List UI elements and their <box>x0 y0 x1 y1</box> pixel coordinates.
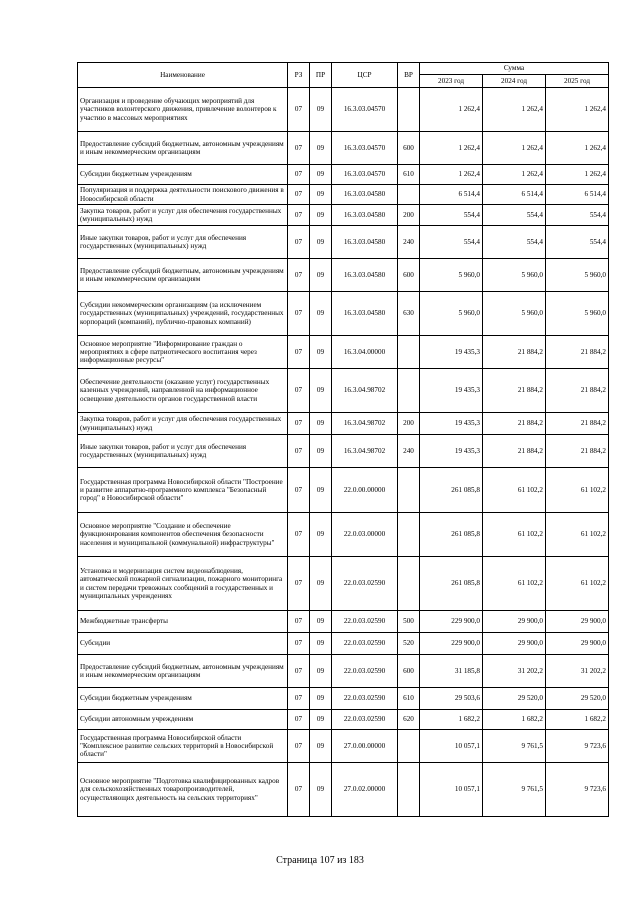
row-vr <box>398 88 420 132</box>
col-name-header: Наименование <box>78 63 288 88</box>
row-name: Основное мероприятие "Создание и обеспечение функционирования компонентов обеспечения безопасности населения и муниципальной (коммунальной) инфраструктуры" <box>78 513 288 557</box>
row-name: Государственная программа Новосибирской области "Комплексное развитие сельских территорий в Новосибирской области" <box>78 730 288 763</box>
table-row <box>78 468 609 513</box>
row-csr: 16.3.03.04570 <box>332 132 398 165</box>
row-pr: 09 <box>310 710 332 730</box>
row-csr: 22.0.03.02590 <box>332 633 398 655</box>
row-rz: 07 <box>288 513 310 557</box>
row-csr: 16.3.04.98702 <box>332 413 398 435</box>
table-row <box>78 730 609 763</box>
row-name: Установка и модернизация систем видеонаблюдения, автоматической пожарной сигнализации, пожарного мониторинга и систем передачи тревожных сообщений в государственных и муниципальных учреждениях <box>78 557 288 611</box>
row-value-2023: 10 057,1 <box>420 763 483 817</box>
row-csr: 27.0.02.00000 <box>332 763 398 817</box>
row-name: Субсидии бюджетным учреждениям <box>78 688 288 710</box>
row-csr: 22.0.03.02590 <box>332 710 398 730</box>
row-value-2024: 61 102,2 <box>483 513 546 557</box>
row-csr: 22.0.03.02590 <box>332 557 398 611</box>
row-value-2024: 21 884,2 <box>483 369 546 413</box>
row-pr: 09 <box>310 513 332 557</box>
row-pr: 09 <box>310 633 332 655</box>
row-rz: 07 <box>288 413 310 435</box>
row-value-2024: 554,4 <box>483 226 546 259</box>
col-csr-header: ЦСР <box>332 63 398 88</box>
row-vr: 610 <box>398 165 420 185</box>
row-value-2024: 1 262,4 <box>483 132 546 165</box>
row-rz: 07 <box>288 633 310 655</box>
row-value-2025: 1 262,4 <box>546 132 609 165</box>
row-pr: 09 <box>310 468 332 513</box>
row-csr: 16.3.03.04570 <box>332 88 398 132</box>
row-value-2023: 10 057,1 <box>420 730 483 763</box>
row-value-2025: 29 520,0 <box>546 688 609 710</box>
table-row <box>78 413 609 435</box>
row-value-2023: 5 960,0 <box>420 259 483 292</box>
row-pr: 09 <box>310 435 332 468</box>
row-value-2025: 29 900,0 <box>546 611 609 633</box>
row-value-2024: 9 761,5 <box>483 730 546 763</box>
row-vr: 630 <box>398 292 420 336</box>
row-value-2024: 21 884,2 <box>483 435 546 468</box>
row-value-2023: 31 185,8 <box>420 655 483 688</box>
col-vr-header: ВР <box>398 63 420 88</box>
row-value-2023: 1 262,4 <box>420 165 483 185</box>
row-vr: 600 <box>398 655 420 688</box>
row-value-2024: 1 682,2 <box>483 710 546 730</box>
row-name: Иные закупки товаров, работ и услуг для обеспечения государственных (муниципальных) нужд <box>78 435 288 468</box>
table-header <box>78 63 609 88</box>
row-rz: 07 <box>288 655 310 688</box>
row-value-2024: 29 900,0 <box>483 611 546 633</box>
row-value-2023: 6 514,4 <box>420 185 483 205</box>
row-pr: 09 <box>310 557 332 611</box>
row-vr: 520 <box>398 633 420 655</box>
row-value-2024: 5 960,0 <box>483 292 546 336</box>
row-csr: 16.3.03.04580 <box>332 205 398 226</box>
row-value-2025: 9 723,6 <box>546 763 609 817</box>
row-vr <box>398 730 420 763</box>
row-name: Предоставление субсидий бюджетным, автономным учреждениям и иным некоммерческим организациям <box>78 259 288 292</box>
row-vr: 620 <box>398 710 420 730</box>
row-csr: 22.0.03.02590 <box>332 688 398 710</box>
row-value-2024: 9 761,5 <box>483 763 546 817</box>
row-csr: 27.0.00.00000 <box>332 730 398 763</box>
row-value-2024: 1 262,4 <box>483 88 546 132</box>
row-value-2025: 21 884,2 <box>546 413 609 435</box>
row-pr: 09 <box>310 132 332 165</box>
row-vr <box>398 557 420 611</box>
row-vr: 600 <box>398 132 420 165</box>
row-name: Межбюджетные трансферты <box>78 611 288 633</box>
row-value-2025: 21 884,2 <box>546 435 609 468</box>
row-rz: 07 <box>288 730 310 763</box>
row-name: Популяризация и поддержка деятельности поискового движения в Новосибирской области <box>78 185 288 205</box>
row-vr: 600 <box>398 259 420 292</box>
row-value-2025: 1 262,4 <box>546 165 609 185</box>
row-value-2024: 1 262,4 <box>483 165 546 185</box>
row-rz: 07 <box>288 132 310 165</box>
row-rz: 07 <box>288 369 310 413</box>
row-csr: 16.3.03.04580 <box>332 292 398 336</box>
table-row <box>78 655 609 688</box>
row-csr: 16.3.03.04580 <box>332 226 398 259</box>
row-name: Организация и проведение обучающих мероприятий для участников волонтерского движения, привлечение волонтеров к участию в массовых мероприятиях <box>78 88 288 132</box>
row-value-2023: 229 900,0 <box>420 633 483 655</box>
row-value-2025: 61 102,2 <box>546 557 609 611</box>
row-pr: 09 <box>310 369 332 413</box>
row-value-2023: 29 503,6 <box>420 688 483 710</box>
row-name: Закупка товаров, работ и услуг для обеспечения государственных (муниципальных) нужд <box>78 205 288 226</box>
row-name: Субсидии <box>78 633 288 655</box>
row-name: Основное мероприятие "Подготовка квалифицированных кадров для сельскохозяйственных товаропроизводителей, осуществляющих деятельность на сельских территориях" <box>78 763 288 817</box>
table-row <box>78 292 609 336</box>
row-value-2025: 554,4 <box>546 226 609 259</box>
row-vr <box>398 763 420 817</box>
row-rz: 07 <box>288 557 310 611</box>
row-value-2024: 6 514,4 <box>483 185 546 205</box>
row-value-2023: 19 435,3 <box>420 336 483 369</box>
row-rz: 07 <box>288 88 310 132</box>
row-csr: 16.3.04.98702 <box>332 435 398 468</box>
col-rz-header: РЗ <box>288 63 310 88</box>
row-value-2024: 554,4 <box>483 205 546 226</box>
row-value-2024: 21 884,2 <box>483 336 546 369</box>
row-pr: 09 <box>310 688 332 710</box>
row-name: Субсидии бюджетным учреждениям <box>78 165 288 185</box>
row-csr: 16.3.03.04580 <box>332 185 398 205</box>
row-value-2024: 5 960,0 <box>483 259 546 292</box>
row-csr: 22.0.03.00000 <box>332 513 398 557</box>
row-value-2024: 29 900,0 <box>483 633 546 655</box>
col-sums-header: Сумма <box>420 63 609 75</box>
row-value-2023: 19 435,3 <box>420 369 483 413</box>
row-rz: 07 <box>288 259 310 292</box>
row-rz: 07 <box>288 611 310 633</box>
row-name: Обеспечение деятельности (оказание услуг) государственных казенных учреждений, направленной на информационное освещение деятельности органов государственной власти <box>78 369 288 413</box>
row-rz: 07 <box>288 710 310 730</box>
row-value-2025: 31 202,2 <box>546 655 609 688</box>
row-value-2025: 21 884,2 <box>546 336 609 369</box>
row-rz: 07 <box>288 688 310 710</box>
row-pr: 09 <box>310 226 332 259</box>
row-csr: 22.0.00.00000 <box>332 468 398 513</box>
row-value-2024: 29 520,0 <box>483 688 546 710</box>
row-value-2024: 31 202,2 <box>483 655 546 688</box>
row-pr: 09 <box>310 336 332 369</box>
row-vr <box>398 185 420 205</box>
page-number: Страница 107 из 183 <box>276 855 364 866</box>
row-pr: 09 <box>310 185 332 205</box>
row-value-2025: 9 723,6 <box>546 730 609 763</box>
row-pr: 09 <box>310 292 332 336</box>
row-value-2023: 261 085,8 <box>420 513 483 557</box>
row-value-2025: 5 960,0 <box>546 259 609 292</box>
row-pr: 09 <box>310 730 332 763</box>
table-row <box>78 369 609 413</box>
row-vr <box>398 369 420 413</box>
row-vr <box>398 513 420 557</box>
row-name: Субсидии некоммерческим организациям (за исключением государственных (муниципальных) учреждений, государственных корпораций (компаний), публично-правовых компаний) <box>78 292 288 336</box>
row-vr: 500 <box>398 611 420 633</box>
row-name: Предоставление субсидий бюджетным, автономным учреждениям и иным некоммерческим организациям <box>78 655 288 688</box>
row-vr: 240 <box>398 435 420 468</box>
row-pr: 09 <box>310 655 332 688</box>
row-value-2024: 61 102,2 <box>483 468 546 513</box>
row-value-2023: 554,4 <box>420 205 483 226</box>
row-value-2025: 21 884,2 <box>546 369 609 413</box>
row-pr: 09 <box>310 259 332 292</box>
table-row <box>78 336 609 369</box>
row-pr: 09 <box>310 413 332 435</box>
row-value-2025: 61 102,2 <box>546 513 609 557</box>
budget-table <box>77 62 609 817</box>
row-csr: 16.3.03.04570 <box>332 165 398 185</box>
col-pr-header: ПР <box>310 63 332 88</box>
row-rz: 07 <box>288 226 310 259</box>
row-pr: 09 <box>310 88 332 132</box>
row-value-2023: 1 682,2 <box>420 710 483 730</box>
row-value-2023: 261 085,8 <box>420 468 483 513</box>
table-row <box>78 205 609 226</box>
table-row <box>78 259 609 292</box>
row-value-2023: 261 085,8 <box>420 557 483 611</box>
row-value-2023: 1 262,4 <box>420 88 483 132</box>
row-value-2025: 61 102,2 <box>546 468 609 513</box>
table-row <box>78 513 609 557</box>
row-rz: 07 <box>288 292 310 336</box>
row-vr <box>398 336 420 369</box>
table-row <box>78 557 609 611</box>
row-value-2025: 6 514,4 <box>546 185 609 205</box>
table-row <box>78 226 609 259</box>
row-vr: 610 <box>398 688 420 710</box>
row-value-2025: 5 960,0 <box>546 292 609 336</box>
row-value-2025: 29 900,0 <box>546 633 609 655</box>
row-rz: 07 <box>288 763 310 817</box>
row-value-2023: 19 435,3 <box>420 435 483 468</box>
row-value-2025: 554,4 <box>546 205 609 226</box>
table-row <box>78 688 609 710</box>
row-csr: 16.3.04.98702 <box>332 369 398 413</box>
table-body <box>78 88 609 817</box>
table-row <box>78 132 609 165</box>
table-row <box>78 165 609 185</box>
row-value-2023: 19 435,3 <box>420 413 483 435</box>
table-row <box>78 435 609 468</box>
row-name: Основное мероприятие "Информирование граждан о мероприятиях в сфере патриотического воспитания через информационные ресурсы" <box>78 336 288 369</box>
table-row <box>78 611 609 633</box>
row-rz: 07 <box>288 165 310 185</box>
col-2023-header: 2023 год <box>420 75 483 88</box>
row-rz: 07 <box>288 435 310 468</box>
row-value-2023: 554,4 <box>420 226 483 259</box>
row-pr: 09 <box>310 763 332 817</box>
row-value-2023: 1 262,4 <box>420 132 483 165</box>
row-pr: 09 <box>310 611 332 633</box>
row-rz: 07 <box>288 205 310 226</box>
row-name: Закупка товаров, работ и услуг для обеспечения государственных (муниципальных) нужд <box>78 413 288 435</box>
row-rz: 07 <box>288 185 310 205</box>
table-row <box>78 763 609 817</box>
row-pr: 09 <box>310 205 332 226</box>
table-row <box>78 185 609 205</box>
row-value-2024: 21 884,2 <box>483 413 546 435</box>
row-rz: 07 <box>288 336 310 369</box>
col-2024-header: 2024 год <box>483 75 546 88</box>
row-value-2024: 61 102,2 <box>483 557 546 611</box>
row-name: Предоставление субсидий бюджетным, автономным учреждениям и иным некоммерческим организациям <box>78 132 288 165</box>
row-name: Государственная программа Новосибирской области "Построение и развитие аппаратно-программного комплекса "Безопасный город" в Новосибирской области" <box>78 468 288 513</box>
row-csr: 22.0.03.02590 <box>332 655 398 688</box>
row-value-2025: 1 262,4 <box>546 88 609 132</box>
row-rz: 07 <box>288 468 310 513</box>
row-vr: 240 <box>398 226 420 259</box>
row-pr: 09 <box>310 165 332 185</box>
row-vr <box>398 468 420 513</box>
table-row <box>78 633 609 655</box>
row-value-2023: 229 900,0 <box>420 611 483 633</box>
row-name: Субсидии автономным учреждениям <box>78 710 288 730</box>
row-csr: 16.3.04.00000 <box>332 336 398 369</box>
col-2025-header: 2025 год <box>546 75 609 88</box>
table-row <box>78 88 609 132</box>
row-csr: 22.0.03.02590 <box>332 611 398 633</box>
row-csr: 16.3.03.04580 <box>332 259 398 292</box>
row-value-2025: 1 682,2 <box>546 710 609 730</box>
row-vr: 200 <box>398 413 420 435</box>
row-vr: 200 <box>398 205 420 226</box>
row-name: Иные закупки товаров, работ и услуг для обеспечения государственных (муниципальных) нужд <box>78 226 288 259</box>
table-row <box>78 710 609 730</box>
row-value-2023: 5 960,0 <box>420 292 483 336</box>
